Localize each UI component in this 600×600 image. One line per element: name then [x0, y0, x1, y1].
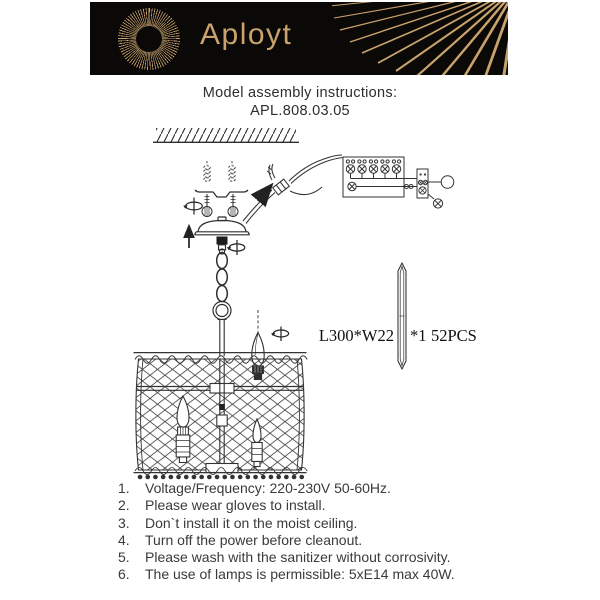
- circle-x-lamp-icon: [346, 160, 400, 173]
- wall-anchors: [204, 161, 235, 181]
- item-text: Turn off the power before cleanout.: [145, 531, 363, 548]
- instruction-item: [118, 549, 588, 566]
- wire-connector: [273, 179, 290, 195]
- item-text: The use of lamps is permissible: 5xE14 max 40W.: [145, 566, 455, 583]
- power-wire: [243, 155, 343, 224]
- item-text: Please wash with the sanitizer without corrosivity.: [145, 549, 451, 566]
- item-text: Please wear gloves to install.: [145, 497, 326, 514]
- brand-name: Aployt: [200, 18, 293, 51]
- rotate-direction-icon: [271, 327, 289, 342]
- part-pcs-label: 52PCS: [431, 326, 477, 345]
- rotate-direction-icon: [183, 198, 202, 215]
- item-text: Voltage/Frequency: 220-230V 50-60Hz.: [145, 480, 391, 496]
- instruction-item: [118, 566, 588, 583]
- instruction-item: [118, 515, 588, 532]
- mounting-bracket: [195, 190, 248, 197]
- instruction-item: [118, 480, 588, 497]
- item-number: 3.: [118, 514, 130, 531]
- rotate-direction-icon: [227, 240, 245, 255]
- instruction-list: [118, 480, 588, 584]
- page-title: Model assembly instructions:: [202, 85, 398, 101]
- instruction-item: [118, 497, 588, 514]
- item-text: Don`t install it on the moist ceiling.: [145, 514, 358, 531]
- item-number: 1.: [118, 480, 130, 496]
- hanging-chain: [213, 249, 231, 356]
- starburst-icon: [118, 8, 180, 70]
- part-count-label: *1: [410, 326, 427, 345]
- drum-shade: [134, 353, 308, 480]
- part-size-label: L300*W22: [318, 326, 394, 345]
- model-number: APL.808.03.05: [250, 103, 350, 119]
- wiring-schematic: [343, 157, 454, 208]
- item-number: 6.: [118, 566, 130, 583]
- item-number: 2.: [118, 497, 130, 514]
- ray-fan-icon: [332, 2, 508, 75]
- item-number: 4.: [118, 531, 130, 548]
- brand-banner: [90, 2, 508, 75]
- assembly-diagram: [0, 120, 600, 480]
- crystal-strand: [398, 263, 406, 369]
- ceiling-hatch: [153, 128, 299, 142]
- instruction-item: [118, 532, 588, 549]
- item-number: 5.: [118, 549, 130, 566]
